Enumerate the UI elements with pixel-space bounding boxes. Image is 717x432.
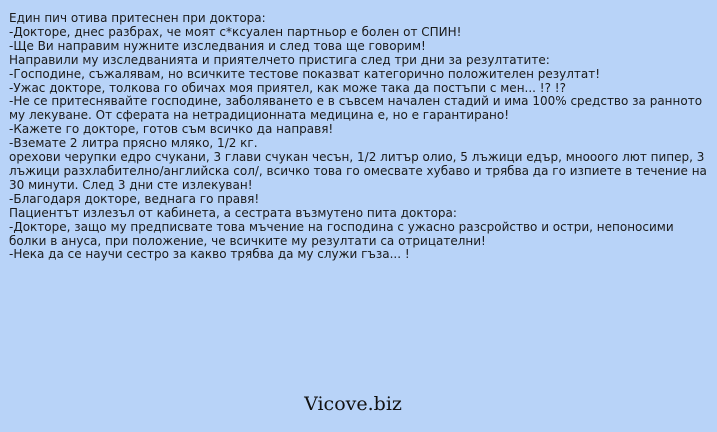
joke-line: -Докторе, днес разбрах, че моят с*ксуален партньор е болен от СПИН! xyxy=(9,24,462,39)
joke-line: -Нека да се научи сестро за какво трябва да му служи гъза... ! xyxy=(9,247,410,262)
joke-line: орехови черупки едро счукани, 3 глави счукан чесън, 1/2 литър олио, 5 лъжици едър, мнооого лют пипер, 3 лъжици разхлабително/английска сол/, всичко това го омесвате хубаво и трябва да го изпиете в течение на 30 минути. След 3 дни сте излекуван! xyxy=(9,150,707,192)
joke-text xyxy=(9,12,709,262)
joke-line: -Докторе, защо му предписвате това мъчение на господина с ужасно разсройство и остри, непоносими болки в ануса, при положение, че всичките му резултати са отрицателни! xyxy=(9,219,674,248)
joke-line: -Господине, съжалявам, но всичките тестове показват категорично положителен резултат! xyxy=(9,66,601,81)
joke-line: Направили му изследванията и приятелчето пристига след три дни за резултатите: xyxy=(9,52,550,67)
joke-line: -Ужас докторе, толкова го обичах моя приятел, как може така да постъпи с мен... !? !? xyxy=(9,80,566,95)
joke-line: -Вземате 2 литра прясно мляко, 1/2 кг. xyxy=(9,136,258,151)
joke-line: -Ще Ви направим нужните изследвания и след това ще говорим! xyxy=(9,38,426,53)
joke-line: -Кажете го докторе, готов съм всичко да направя! xyxy=(9,122,334,137)
joke-line: Пациентът излезъл от кабинета, а сестрата възмутено пита доктора: xyxy=(9,205,457,220)
joke-line: -Благодаря докторе, веднага го правя! xyxy=(9,191,260,206)
joke-line: Един пич отива притеснен при доктора: xyxy=(9,11,266,25)
site-brand-watermark: Vicove.biz xyxy=(304,393,402,415)
joke-line: -Не се притеснявайте господине, заболяването е в съвсем начален стадий и има 100% средство за ранното му лекуване. От сферата на нетрадиционната медицина е, но е гарантирано! xyxy=(9,94,703,123)
